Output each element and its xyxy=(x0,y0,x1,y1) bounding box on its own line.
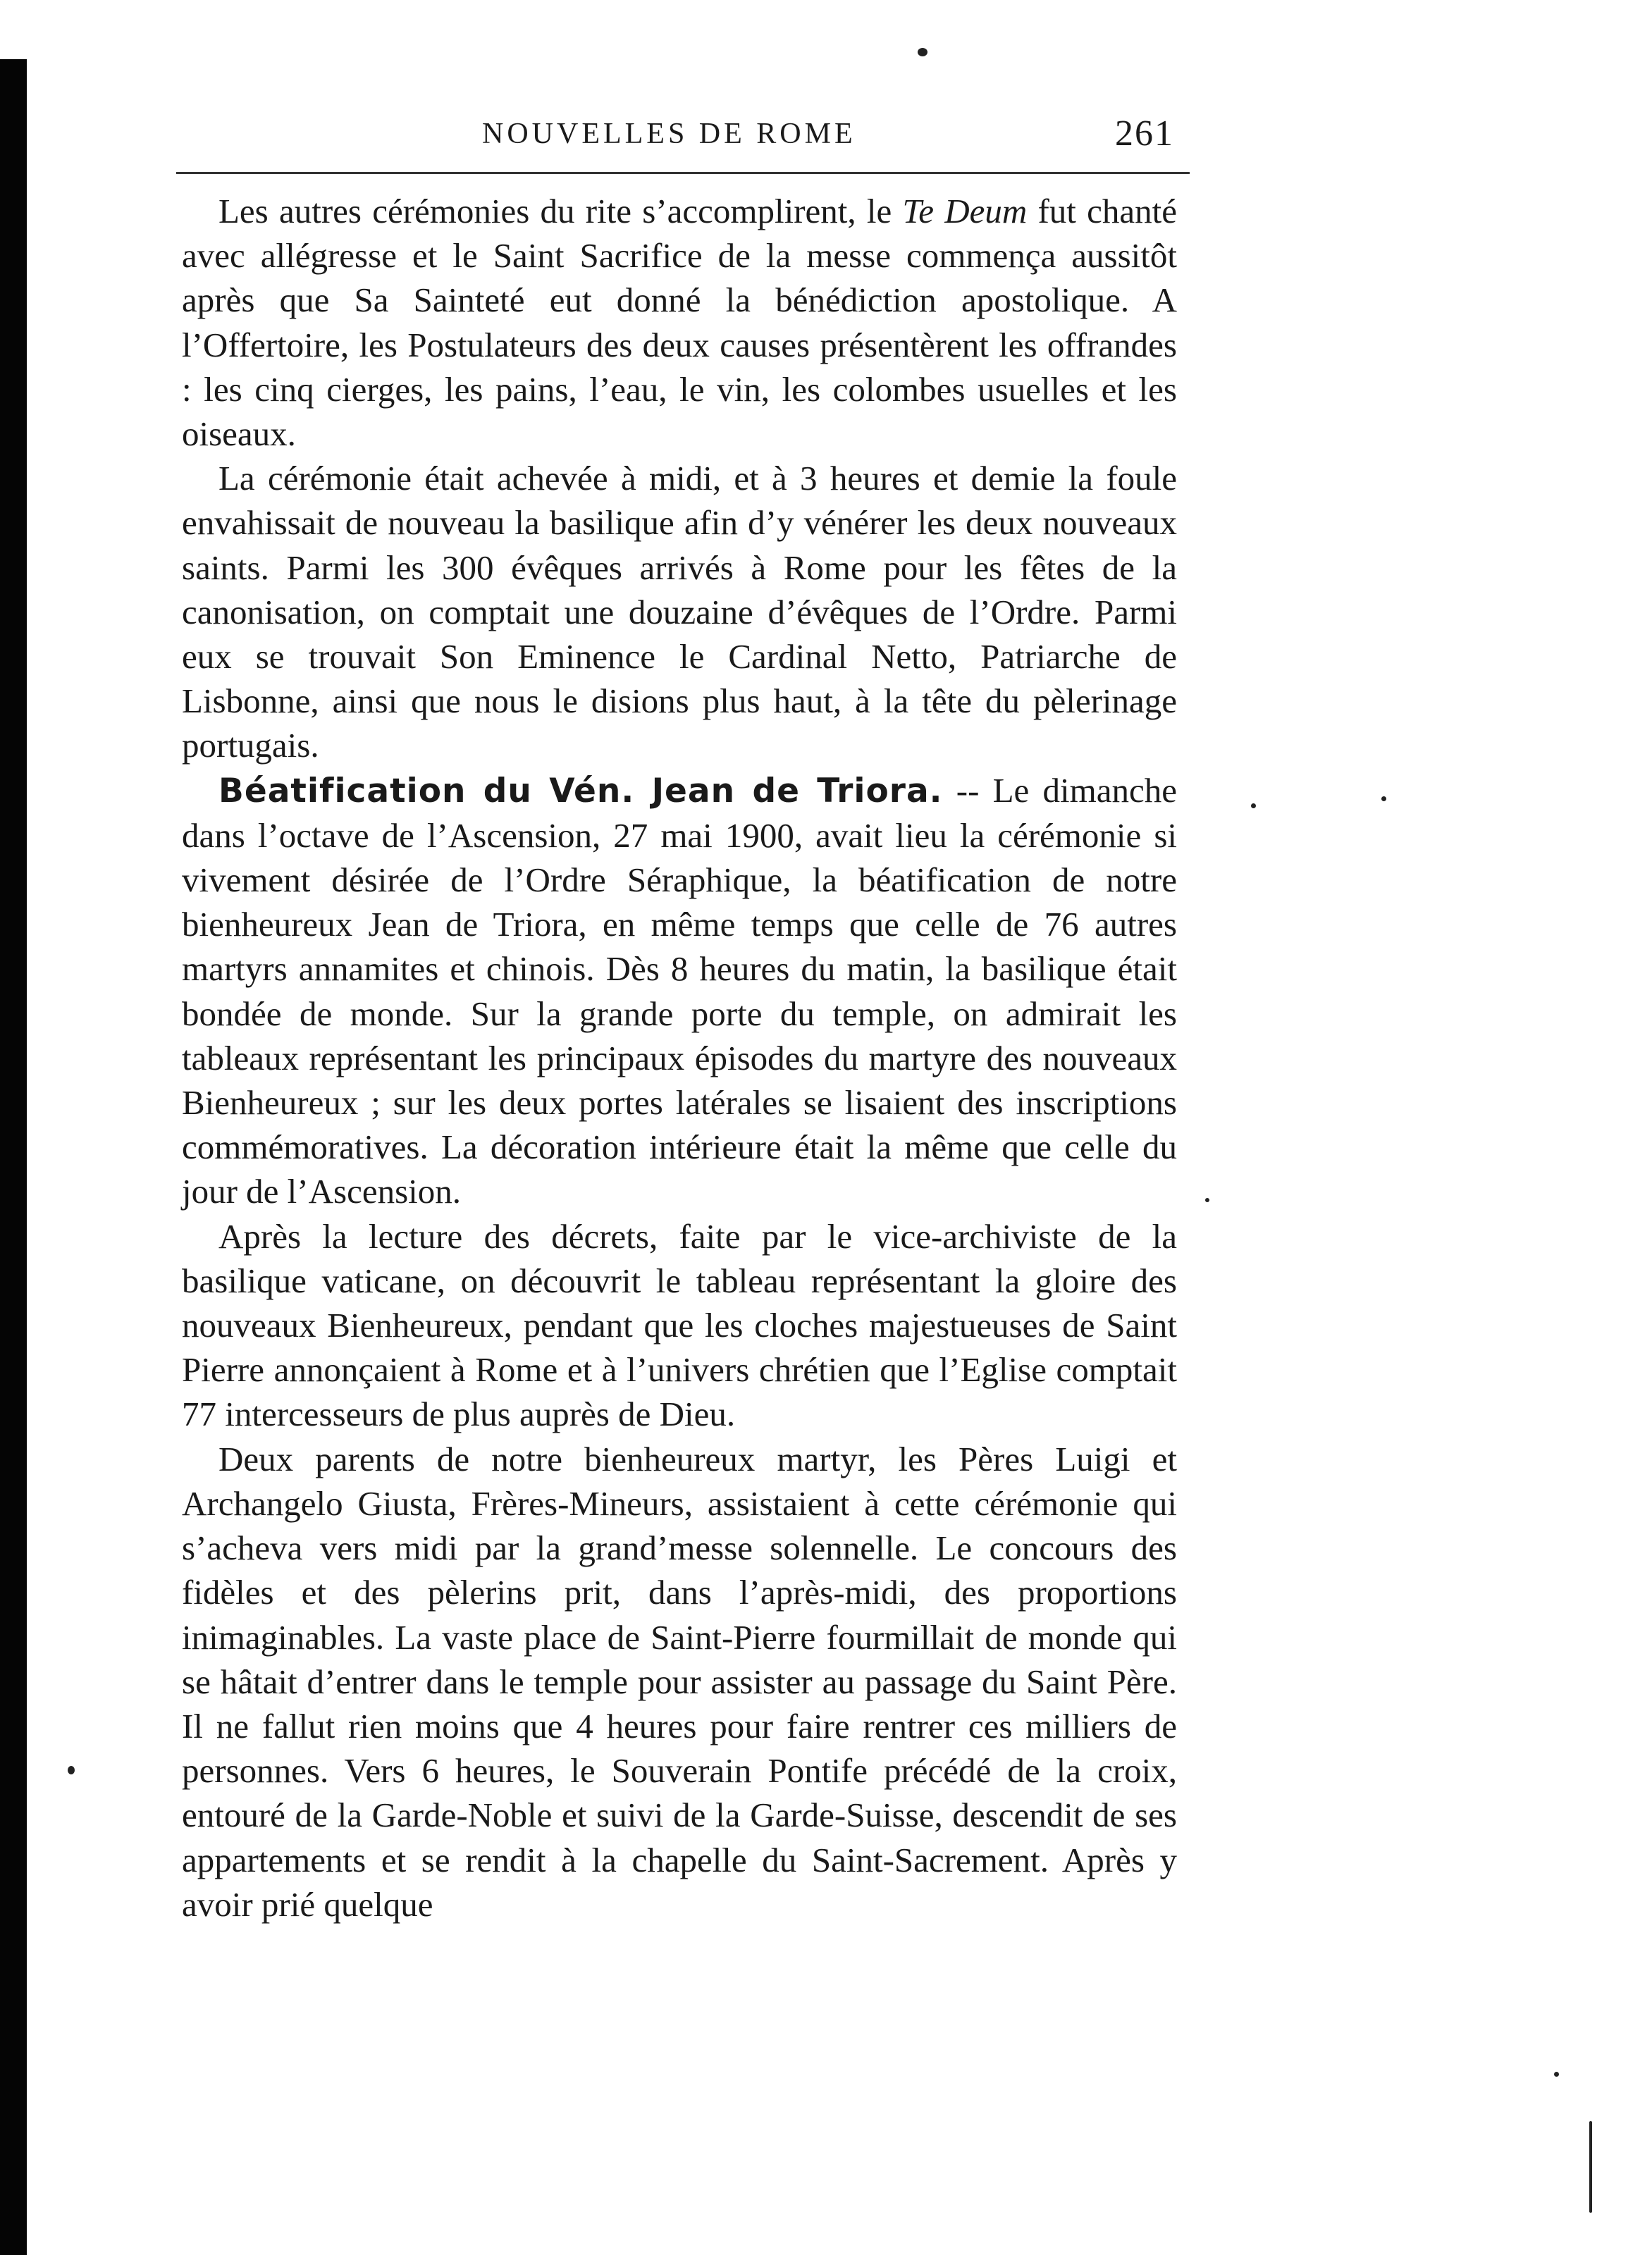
scan-speck xyxy=(918,48,927,56)
paragraph-ceremony: La cérémonie était achevée à midi, et à 3 heures et demie la foule envahissait de nouveau la basilique afin d’y vénérer les deux nouveaux saints. Parmi les 300 évêques arrivés à Rome pour les fêtes de la canonisation, on comptait une douzaine d’évêques de l’Ordre. Parmi eux se trouvait Son Eminence le Cardinal Netto, Patriarche de Lisbonne, ainsi que nous le disions plus haut, à la tête du pèlerinage portugais. xyxy=(182,459,1177,765)
scan-speck xyxy=(68,1766,75,1774)
section-heading: Béatification du Vén. Jean de Triora. xyxy=(218,771,943,810)
scan-speck xyxy=(1381,796,1386,801)
scan-speck xyxy=(1554,2072,1559,2077)
scan-edge-shadow xyxy=(0,59,27,2255)
paragraph-te-deum: Les autres cérémonies du rite s’accomplirent, le Te Deum fut chanté avec allégresse et le Saint Sacrifice de la messe commença aussitôt après que Sa Sainteté eut donné la bénédiction apostolique. A l’Offertoire, les Postulateurs des deux causes présentèrent les offrandes : les cinq cierges, les pains, l’eau, le vin, les colombes usuelles et les oiseaux. xyxy=(182,192,1177,454)
italic-te-deum: Te Deum xyxy=(902,192,1028,230)
scan-speck xyxy=(1589,2121,1592,2213)
scan-speck xyxy=(1251,803,1256,808)
paragraph-decrees: Après la lecture des décrets, faite par le vice-archiviste de la basilique vaticane, on découvrit le tableau représentant la gloire des nouveaux Bienheureux, pendant que les cloches majestueuses de Saint Pierre annonçaient à Rome et à l’univers chrétien que l’Eglise comptait 77 intercesseurs de plus auprès de Dieu. xyxy=(182,1216,1177,1434)
page-number: 261 xyxy=(1115,113,1174,154)
header-rule xyxy=(176,172,1190,174)
paragraph-beatification: Béatification du Vén. Jean de Triora. -- Le dimanche dans l’octave de l’Ascension, 27 mai 1900, avait lieu la cérémonie si vivement désirée de l’Ordre Séraphique, la béatification de notre bienheureux Jean de Triora, en même temps que celle de 76 autres martyrs annamites et chinois. Dès 8 heures du matin, la basilique était bondée de monde. Sur la grande porte du temple, on admirait les tableaux représentant les principaux épisodes du martyre des nouveaux Bienheureux ; sur les deux portes latérales se lisaient des inscriptions commémoratives. La décoration intérieure était la même que celle du jour de l’Ascension. xyxy=(182,770,1177,1211)
page-header xyxy=(189,113,1174,155)
scan-speck xyxy=(1205,1198,1209,1202)
running-title: NOUVELLES DE ROME xyxy=(482,118,856,150)
body-text xyxy=(182,189,1177,1927)
paragraph-parents: Deux parents de notre bienheureux martyr, les Pères Luigi et Archangelo Giusta, Frères-Mineurs, assistaient à cette cérémonie qui s’acheva vers midi par la grand’messe solennelle. Le concours des fidèles et des pèlerins prit, dans l’après-midi, des proportions inimaginables. La vaste place de Saint-Pierre fourmillait de monde qui se hâtait d’entrer dans le temple pour assister au passage du Saint Père. Il ne fallut rien moins que 4 heures pour faire rentrer ces milliers de personnes. Vers 6 heures, le Souverain Pontife précédé de la croix, entouré de la Garde-Noble et suivi de la Garde-Suisse, descendit de ses appartements et se rendit à la chapelle du Saint-Sacrement. Après y avoir prié quelque xyxy=(182,1439,1177,1924)
